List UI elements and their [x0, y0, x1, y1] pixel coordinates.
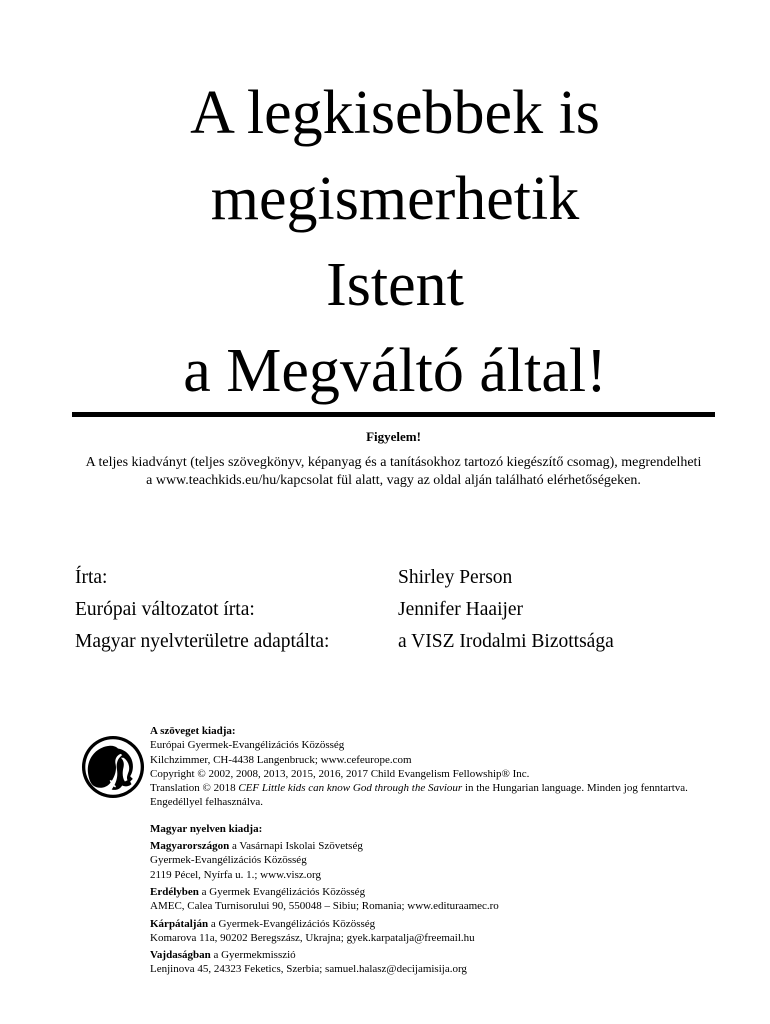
title-line-2: megismerhetik: [210, 165, 580, 233]
region-transylvania: [150, 885, 722, 914]
region-transcarpathia: [150, 917, 722, 946]
title-line-4: a Megváltó által!: [183, 337, 607, 405]
publisher-line: Copyright © 2002, 2008, 2013, 2015, 2016, 2017 Child Evangelism Fellowship® Inc.: [150, 767, 530, 780]
region-hungary: [150, 839, 722, 882]
region-line: Lenjinova 45, 24323 Feketics, Szerbia; samuel.halasz@decijamisija.org: [150, 963, 467, 976]
translation-title: CEF Little kids can know God through the Saviour: [238, 782, 463, 795]
credit-row-author: [75, 562, 735, 594]
region-org: a Gyermek Evangélizációs Közösség: [198, 885, 366, 898]
region-name: Kárpátalján: [150, 917, 209, 930]
notice-text: A teljes kiadványt (teljes szövegkönyv, képanyag és a tanításokhoz tartozó kiegészítő csomag), megrendelheti a www.teachkids.eu/hu/kapcsolat fül alatt, vagy az oldal alján található elérhetőségeken.: [85, 455, 702, 488]
credits: [75, 562, 735, 658]
region-name: Erdélyben: [150, 885, 199, 898]
translation-prefix: Translation © 2018: [150, 782, 239, 795]
cef-logo-icon: [80, 734, 146, 800]
region-name: Vajdaságban: [150, 949, 211, 962]
credit-label: Európai változatot írta:: [75, 599, 255, 620]
title-line-1: A legkisebbek is: [190, 79, 600, 147]
publisher-text: [150, 724, 722, 977]
hungarian-publishers: [150, 822, 722, 977]
page-title: [40, 70, 750, 414]
region-org: a Gyermekmisszió: [210, 949, 296, 962]
publisher-section: [72, 724, 722, 977]
notice-box: [72, 428, 715, 490]
publisher-line: Európai Gyermek-Evangélizációs Közösség: [150, 739, 345, 752]
credit-row-european-version: [75, 594, 735, 626]
credit-label: Magyar nyelvterületre adaptálta:: [75, 631, 330, 652]
credit-value: Shirley Person: [398, 567, 513, 588]
region-line: Gyermek-Evangélizációs Közösség: [150, 854, 307, 867]
credit-value: Jennifer Haaijer: [398, 599, 524, 620]
translation-line: [150, 781, 722, 810]
region-org: a Gyermek-Evangélizációs Közösség: [208, 917, 376, 930]
region-name: Magyarországon: [150, 840, 230, 853]
hungarian-heading: Magyar nyelven kiadja:: [150, 822, 263, 835]
publisher-heading: A szöveget kiadja:: [150, 725, 236, 737]
region-org: a Vasárnapi Iskolai Szövetség: [229, 840, 363, 853]
title-line-3: Istent: [326, 251, 464, 319]
translation-suffix: in the Hungarian language. Minden jog fenntartva. Engedéllyel felhasználva.: [150, 782, 688, 809]
region-line: Komarova 11a, 90202 Beregszász, Ukrajna; gyek.karpatalja@freemail.hu: [150, 931, 475, 944]
credit-value: a VISZ Irodalmi Bizottsága: [398, 631, 614, 652]
region-line: 2119 Pécel, Nyírfa u. 1.; www.visz.org: [150, 868, 321, 881]
title-divider: [72, 412, 715, 417]
region-line: AMEC, Calea Turnisorului 90, 550048 – Sibiu; Romania; www.edituraamec.ro: [150, 900, 499, 913]
region-vojvodina: [150, 948, 722, 977]
credit-label: Írta:: [75, 567, 108, 588]
credit-row-adaptation: [75, 626, 735, 658]
notice-heading: Figyelem!: [366, 429, 421, 444]
publisher-line: Kilchzimmer, CH-4438 Langenbruck; www.cefeurope.com: [150, 753, 412, 766]
